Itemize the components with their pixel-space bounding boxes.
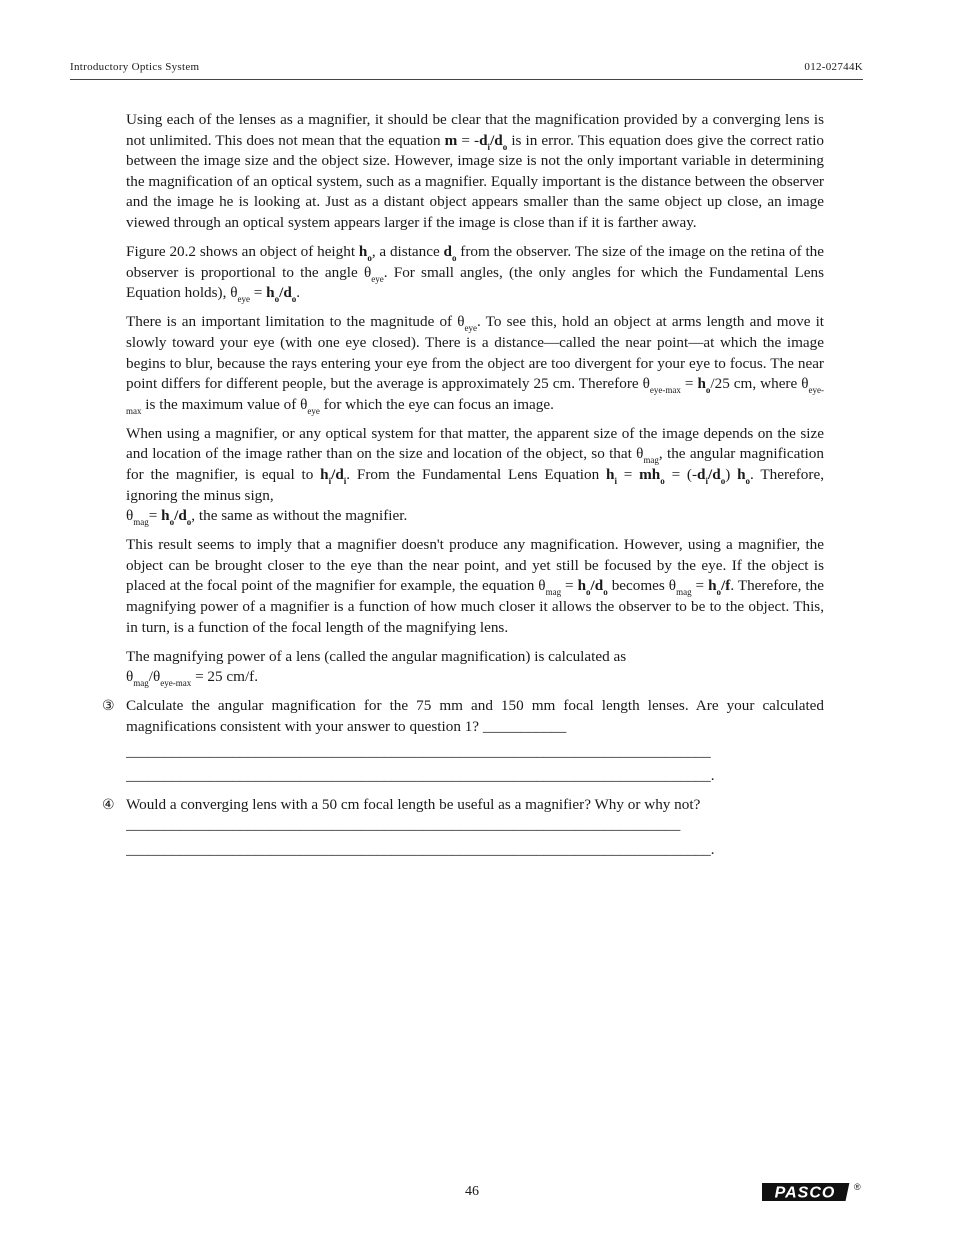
p5-slash: / xyxy=(590,577,595,595)
p2-h2: h xyxy=(266,284,275,302)
p2-sub-o2: o xyxy=(451,253,457,264)
p3-sub-eye2: eye xyxy=(307,405,320,416)
p5-f: f xyxy=(725,577,731,595)
p4-sub-i2: i xyxy=(343,476,347,486)
p4-sub-mag: mag xyxy=(643,455,659,466)
pasco-logo xyxy=(762,1180,862,1204)
p2-d: d xyxy=(443,243,452,261)
p4-h: h xyxy=(320,466,329,483)
p4-h2: h xyxy=(606,466,615,483)
p4-sub-o3: o xyxy=(745,476,751,486)
p5-h: h xyxy=(577,577,587,595)
p2-text-c: from the observer. The size of the image on the retina of the observer is proportional to the angle θ xyxy=(126,243,824,281)
p2-sub-o4: o xyxy=(291,294,297,305)
p5-slash2: / xyxy=(721,577,726,595)
page-number: 46 xyxy=(465,1184,479,1199)
p4-text-b: , the angular magnification for the magnifier, is equal to xyxy=(126,445,824,483)
p4-theta: θ xyxy=(126,507,134,525)
header-title: Introductory Optics System xyxy=(70,61,200,73)
p3-text-f: for which the eye can focus an image. xyxy=(319,395,554,413)
p6-slash-theta: /θ xyxy=(148,668,161,686)
p4-slash2: / xyxy=(708,466,713,483)
p5-text-e: . Therefore, the magnifying power of a magnifier is a function of how much closer it allows the observer to be to the object. This, in turn, is a function of the focal length of the magnifying lens. xyxy=(126,577,824,636)
p4-close: ) xyxy=(725,466,738,483)
p4-h4: h xyxy=(161,507,170,525)
p5-eq: = xyxy=(561,577,578,595)
p4-sub-o4: o xyxy=(169,517,175,528)
p5-text-c: becomes θ xyxy=(607,577,677,595)
paragraph-4 xyxy=(126,424,824,527)
p2-slash: / xyxy=(279,284,284,302)
paragraph-3 xyxy=(126,312,824,415)
p2-sub-eye: eye xyxy=(371,273,384,284)
eq-sign: = - xyxy=(457,131,480,149)
sub-i: i xyxy=(487,141,491,152)
header-doc-number: 012-02744K xyxy=(804,61,863,73)
p1-text-a: Using each of the lenses as a magnifier, it should be clear that the magnification provided by a converging lens is not unlimited. This does not mean that the equation xyxy=(126,111,824,149)
p3-sub-eyemax: eye-max xyxy=(649,385,681,396)
p2-text-e: . For small angles, (the only angles for which the Fundamental Lens Equation holds), θ xyxy=(126,263,824,302)
page-body xyxy=(102,110,825,869)
logo-text: PASCO xyxy=(774,1184,836,1202)
p5-h2: h xyxy=(708,577,717,595)
question-4-number: ④ xyxy=(102,796,115,813)
p4-sub-i3: i xyxy=(614,476,617,486)
p4-d2: d xyxy=(697,466,706,483)
p2-end: . xyxy=(296,284,301,302)
question-4 xyxy=(102,795,824,861)
p2-sub-eye2: eye xyxy=(237,294,250,305)
p2-text-b: , a distance xyxy=(371,243,444,261)
answer-line[interactable]: _____________________________________________________________________________. xyxy=(126,767,715,785)
p4-sub-o5: o xyxy=(186,517,192,528)
p4-sub-i: i xyxy=(328,476,332,486)
p3-sub-eyemax2: eye-max xyxy=(126,385,824,416)
p3-sub-o: o xyxy=(705,385,711,396)
registered-mark: ® xyxy=(854,1182,861,1192)
p2-h: h xyxy=(358,243,368,261)
p2-eq: = xyxy=(249,284,267,302)
p4-slash: / xyxy=(331,466,336,483)
p5-sub-o2: o xyxy=(603,587,608,598)
p5-eq2: = xyxy=(691,577,709,595)
p2-text-a: Figure 20.2 shows an object of height xyxy=(126,243,359,261)
p4-paren: = (- xyxy=(664,466,698,483)
p5-sub-mag2: mag xyxy=(676,587,692,598)
p2-sub-o: o xyxy=(367,253,372,264)
p3-sub-eye: eye xyxy=(464,323,478,334)
p5-sub-o: o xyxy=(586,587,591,598)
p4-text-f: , the same as without the magnifier. xyxy=(191,507,408,525)
p4-sub-mag2: mag xyxy=(133,517,149,528)
p2-d2: d xyxy=(283,284,292,302)
p4-mh: mh xyxy=(639,466,661,483)
p5-text-a: This result seems to imply that a magnifier doesn't produce any magnification. However, using a magnifier, the object can be brought closer to the eye than the near point, and yet still be focused by the eye. If the object is placed at the focal point of the magnifier for example, the equation θ xyxy=(126,536,824,595)
p3-text-b: . To see this, hold an object at arms length and move it slowly toward your eye (with one eye closed). There is a distance—called the near point—at which the image begins to blur, because the rays entering your eye from the object are too divergent for your eye to focus. The near point differs for different people, but the average is approximately 25 cm. Therefore θ xyxy=(126,313,825,393)
p4-d3: d xyxy=(712,466,721,483)
p4-eq2: = xyxy=(148,507,162,525)
page-header xyxy=(70,59,863,80)
p5-sub-o3: o xyxy=(716,587,722,598)
question-3 xyxy=(102,696,824,786)
eq-slash: / xyxy=(490,131,495,149)
question-4-text: Would a converging lens with a 50 cm focal length be useful as a magnifier? Why or why not? xyxy=(126,795,701,813)
paragraph-5 xyxy=(126,535,824,638)
p4-eq: = xyxy=(616,466,640,483)
sub-o: o xyxy=(502,141,508,152)
p6-text-a: The magnifying power of a lens (called the angular magnification) is calculated as xyxy=(126,647,627,665)
p3-text-e: is the maximum value of θ xyxy=(141,395,308,413)
p4-sub-o: o xyxy=(660,476,665,486)
p4-text-c: . From the Fundamental Lens Equation xyxy=(346,466,607,483)
p6-sub-mag: mag xyxy=(133,678,149,689)
p1-text-b: is in error. This equation does give the correct ratio between the image size and the object size. However, image size is not the only important variable in determining the magnification of an optical system, such as a magnifier. Equally important is the distance between the observer and the image he is looking at. Just as a distant object appears smaller than the same object up close, an image viewed through an optical system appears larger if the image is close than if it is farther away. xyxy=(126,131,825,231)
eq-d2: d xyxy=(494,131,503,149)
p3-eq: = xyxy=(680,375,698,393)
p4-slash3: / xyxy=(174,507,179,525)
paragraph-1 xyxy=(126,110,824,234)
answer-line[interactable]: _____________________________________________________________________________ xyxy=(126,742,711,760)
p4-d4: d xyxy=(178,507,187,525)
p6-text-b: = 25 cm/f. xyxy=(191,668,259,686)
answer-line[interactable]: _________________________________________________________________________ xyxy=(126,816,681,834)
question-3-text: Calculate the angular magnification for the 75 mm and 150 mm focal length lenses. Are your calculated magnifications consistent with your answer to question 1? ___________ xyxy=(126,697,824,736)
p4-text-e: . Therefore, ignoring the minus sign, xyxy=(126,466,824,504)
p4-sub-i4: i xyxy=(705,476,709,486)
p4-sub-o2: o xyxy=(720,476,726,486)
p4-d: d xyxy=(335,466,344,483)
paragraph-2 xyxy=(126,242,824,304)
p3-text-a: There is an important limitation to the magnitude of θ xyxy=(126,313,465,331)
p4-h3: h xyxy=(737,466,746,483)
eq-d: d xyxy=(479,131,488,149)
paragraph-6 xyxy=(126,647,824,688)
p3-h: h xyxy=(697,375,706,393)
eq-m: m xyxy=(444,131,458,149)
question-3-number: ③ xyxy=(102,698,115,715)
p5-sub-mag: mag xyxy=(545,587,562,598)
answer-line[interactable]: _____________________________________________________________________________. xyxy=(126,841,715,858)
p4-text-a: When using a magnifier, or any optical system for that matter, the apparent size of the image depends on the size and location of the image rather than on the size and location of the object, so that θ xyxy=(126,424,824,463)
p3-text-d: /25 cm, where θ xyxy=(710,375,809,393)
p2-sub-o3: o xyxy=(274,294,280,305)
p6-theta: θ xyxy=(126,668,134,686)
p5-d: d xyxy=(594,577,604,595)
p6-sub-eyemax: eye-max xyxy=(160,678,192,689)
